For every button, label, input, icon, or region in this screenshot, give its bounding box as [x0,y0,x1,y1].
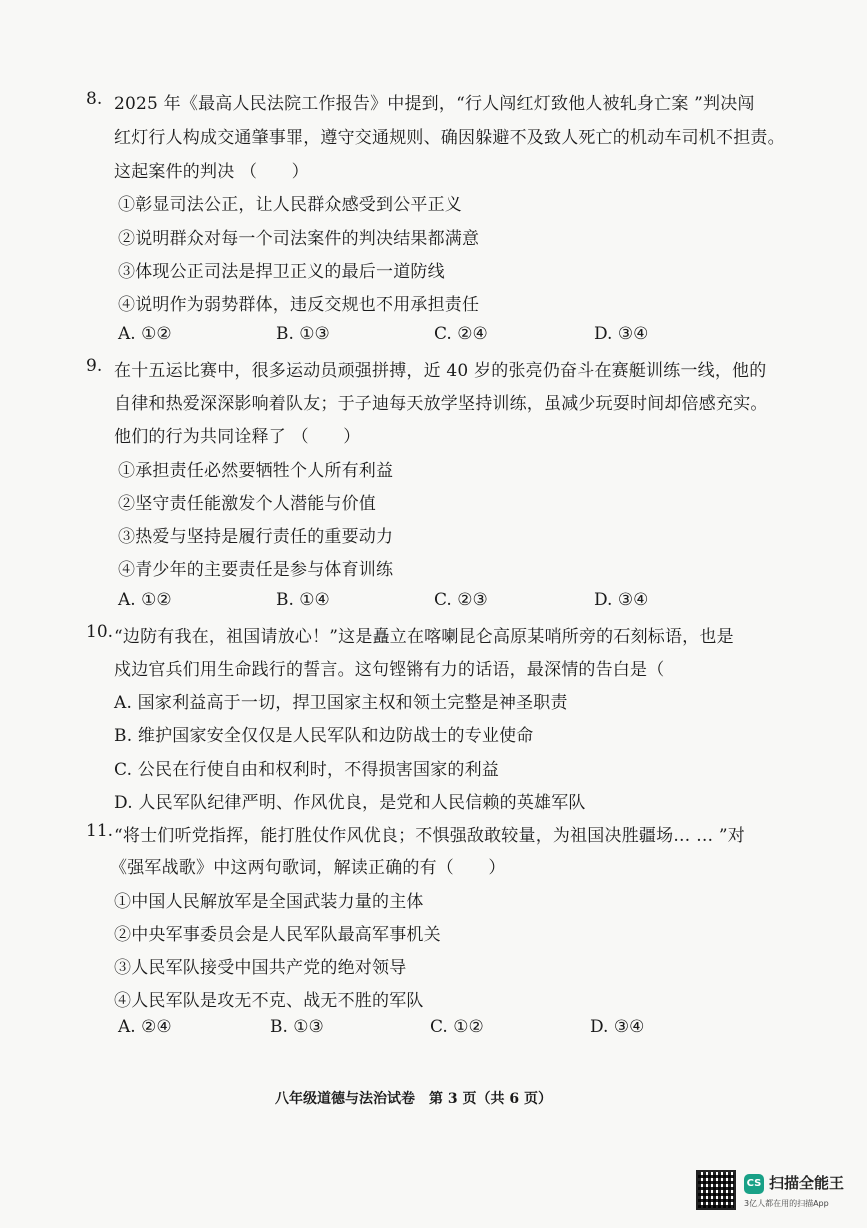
question-number: 10. [86,622,114,642]
choice-c[interactable]: C. ①② [430,1017,484,1037]
option-c[interactable]: C. 公民在行使自由和权利时，不得损害国家的利益 [114,760,500,780]
statement: ④说明作为弱势群体，违反交规也不用承担责任 [118,295,480,315]
question-stem-line: “边防有我在，祖国请放心！”这是矗立在喀喇昆仑高原某哨所旁的石刻标语，也是 [114,627,734,647]
statement: ①承担责任必然要牺牲个人所有利益 [118,461,394,481]
statement: ④人民军队是攻无不克、战无不胜的军队 [114,991,424,1011]
statement: ①中国人民解放军是全国武装力量的主体 [114,892,424,912]
choice-c[interactable]: C. ②③ [434,590,488,610]
option-b[interactable]: B. 维护国家安全仅仅是人民军队和边防战士的专业使命 [114,726,534,746]
question-number: 9. [86,356,103,376]
qr-code-icon [696,1170,736,1210]
statement: ①彰显司法公正，让人民群众感受到公平正义 [118,195,462,215]
choice-d[interactable]: D. ③④ [594,590,649,610]
page-footer [0,1088,867,1108]
choice-b[interactable]: B. ①③ [270,1017,324,1037]
choice-a[interactable]: A. ①② [118,590,172,610]
watermark-slogan: 3亿人都在用的扫描App [744,1199,829,1208]
statement: ③体现公正司法是捍卫正义的最后一道防线 [118,262,445,282]
question-stem-line: 他们的行为共同诠释了 （ ） [114,427,361,447]
question-stem-line: 在十五运比赛中，很多运动员顽强拼搏，近 40 岁的张亮仍奋斗在赛艇训练一线，他的 [114,361,767,381]
question-number: 11. [86,821,114,841]
watermark-brand: 扫描全能王 [769,1174,845,1192]
camscanner-logo-icon: CS [744,1174,764,1194]
statement: ②说明群众对每一个司法案件的判决结果都满意 [118,229,480,249]
question-stem-line: “将士们听党指挥，能打胜仗作风优良；不惧强敌敢较量，为祖国决胜疆场… … ”对 [114,826,745,846]
choice-b[interactable]: B. ①④ [276,590,330,610]
choice-d[interactable]: D. ③④ [594,324,649,344]
option-a[interactable]: A. 国家利益高于一切，捍卫国家主权和领土完整是神圣职责 [114,693,568,713]
statement: ②坚守责任能激发个人潜能与价值 [118,494,376,514]
statement: ③人民军队接受中国共产党的绝对领导 [114,958,407,978]
question-stem-line: 2025 年《最高人民法院工作报告》中提到，“行人闯红灯致他人被轧身亡案 ”判决闯 [114,94,755,114]
choice-b[interactable]: B. ①③ [276,324,330,344]
choice-d[interactable]: D. ③④ [590,1017,645,1037]
question-stem-line: 自律和热爱深深影响着队友；于子迪每天放学坚持训练，虽减少玩耍时间却倍感充实。 [114,394,768,414]
footer-text: 八年级道德与法治试卷 第 3 页（共 6 页） [275,1091,552,1107]
question-stem-line: 红灯行人构成交通肇事罪，遵守交通规则、确因躲避不及致人死亡的机动车司机不担责。 [114,128,785,148]
statement: ②中央军事委员会是人民军队最高军事机关 [114,925,441,945]
statement: ④青少年的主要责任是参与体育训练 [118,560,394,580]
choice-c[interactable]: C. ②④ [434,324,488,344]
scanner-watermark [696,1170,856,1220]
question-stem-line: 这起案件的判决 （ ） [114,162,309,182]
question-number: 8. [86,89,103,109]
statement: ③热爱与坚持是履行责任的重要动力 [118,527,394,547]
choice-a[interactable]: A. ②④ [118,1017,172,1037]
question-stem-line: 《强军战歌》中这两句歌词，解读正确的有（ ） [110,858,506,878]
question-stem-line: 戍边官兵们用生命践行的誓言。这句铿锵有力的话语，最深情的告白是（ [114,660,665,680]
choice-a[interactable]: A. ①② [118,324,172,344]
option-d[interactable]: D. 人民军队纪律严明、作风优良，是党和人民信赖的英雄军队 [114,793,586,813]
